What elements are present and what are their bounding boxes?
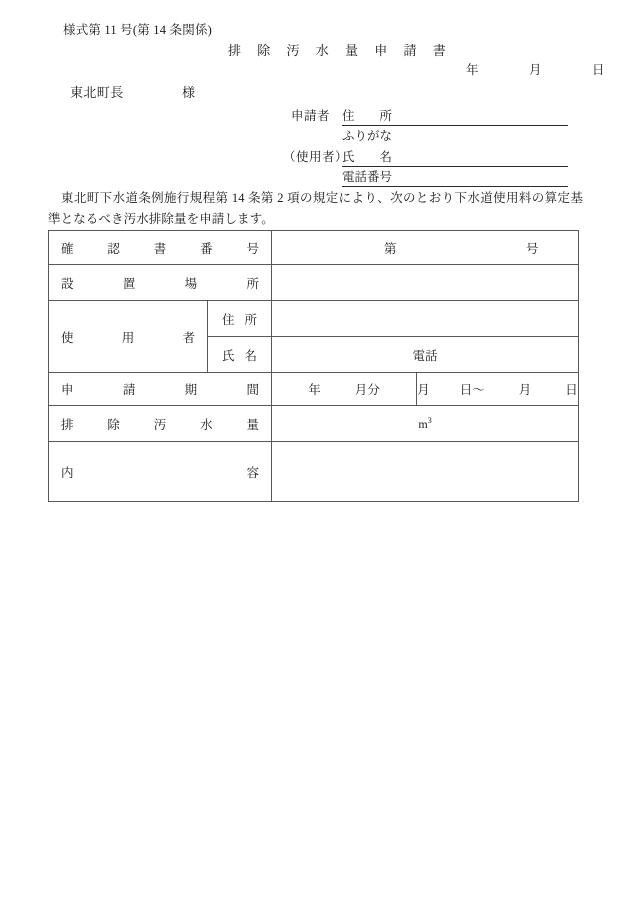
row-value-sewage-volume[interactable]: [272, 406, 579, 442]
label-char: 内: [61, 465, 74, 480]
label-char: 号: [246, 241, 260, 256]
table-row: [49, 231, 579, 265]
row-label-contents: [49, 442, 272, 502]
form-number: 様式第 11 号(第 14 条関係): [63, 23, 212, 37]
label-char: 確: [61, 241, 74, 256]
label-char: 置: [122, 276, 136, 291]
confirmation-number-prefix: 第: [384, 241, 397, 256]
page-title: 排 除 汚 水 量 申 請 書: [228, 43, 453, 58]
period-start-month-label: 月: [417, 383, 430, 397]
row-value-period-month[interactable]: [272, 373, 417, 406]
period-end-day-label: 日: [565, 383, 578, 397]
volume-unit: [418, 416, 431, 432]
volume-unit-exponent: 3: [427, 415, 432, 425]
date-line: 年 月 日: [466, 63, 624, 77]
row-label-user-address: [208, 301, 272, 337]
table-row: [49, 373, 579, 406]
period-year-label: 年: [308, 383, 321, 397]
address-field-label: 住 所: [342, 109, 393, 123]
label-char: 場: [184, 276, 198, 291]
label-char: 水: [200, 417, 213, 432]
phone-field[interactable]: [342, 167, 568, 187]
table-row: [49, 442, 579, 502]
confirmation-number-suffix: 号: [526, 241, 539, 256]
row-value-contents[interactable]: [272, 442, 579, 502]
name-field[interactable]: [342, 147, 568, 167]
label-char: 設: [61, 276, 74, 291]
label-char: 申: [61, 383, 74, 397]
row-value-confirmation-number[interactable]: [272, 231, 579, 265]
table-row: [49, 301, 579, 337]
furigana-field[interactable]: [342, 126, 568, 145]
phone-field-label: 電話番号: [342, 170, 393, 184]
volume-unit-base: m: [418, 416, 428, 431]
address-field[interactable]: [342, 106, 568, 126]
period-start-day-label: 日〜: [459, 383, 485, 397]
label-char: 認: [107, 241, 120, 256]
period-month-label: 月分: [354, 383, 380, 397]
addressee: 東北町長: [70, 85, 124, 100]
label-char: 容: [246, 465, 260, 480]
row-label-sewage-volume: [49, 406, 272, 442]
label-char: 量: [246, 417, 260, 432]
addressee-honorific: 様: [182, 85, 196, 100]
furigana-field-label: ふりがな: [342, 129, 393, 143]
table-row: [49, 406, 579, 442]
row-label-user: [49, 301, 208, 373]
row-label-user-name: [208, 337, 272, 373]
label-char: 住: [222, 312, 235, 327]
label-char: 書: [153, 241, 167, 256]
label-char: 名: [244, 348, 258, 363]
label-char: 氏: [222, 348, 235, 363]
label-char: 除: [107, 417, 120, 432]
row-value-user-name[interactable]: 電話: [272, 337, 579, 373]
label-char: 使: [61, 330, 74, 345]
label-char: 排: [61, 417, 74, 432]
label-char: 請: [122, 383, 136, 397]
row-label-confirmation-number: [49, 231, 272, 265]
row-value-period-range[interactable]: [417, 373, 579, 406]
label-char: 所: [244, 312, 258, 327]
applicant-label: 申請者: [291, 109, 331, 123]
label-char: 間: [246, 383, 259, 397]
label-char: 期: [184, 383, 198, 397]
row-label-installation-location: [49, 265, 272, 301]
user-label: （使用者）: [283, 150, 349, 164]
label-char: 汚: [153, 417, 167, 432]
table-row: [49, 265, 579, 301]
label-char: 番: [200, 241, 213, 256]
label-char: 用: [121, 330, 135, 345]
row-value-user-address[interactable]: [272, 301, 579, 337]
body-paragraph: 東北町下水道条例施行規程第 14 条第 2 項の規定により、次のとおり下水道使用料の算定基準となるべき汚水排除量を申請します。: [48, 191, 583, 226]
label-char: 者: [182, 330, 195, 345]
period-end-month-label: 月: [518, 383, 532, 397]
label-char: 所: [246, 276, 259, 291]
application-table: [48, 230, 579, 502]
row-value-installation-location[interactable]: [272, 265, 579, 301]
name-field-label: 氏 名: [342, 150, 393, 164]
row-label-application-period: [49, 373, 272, 406]
